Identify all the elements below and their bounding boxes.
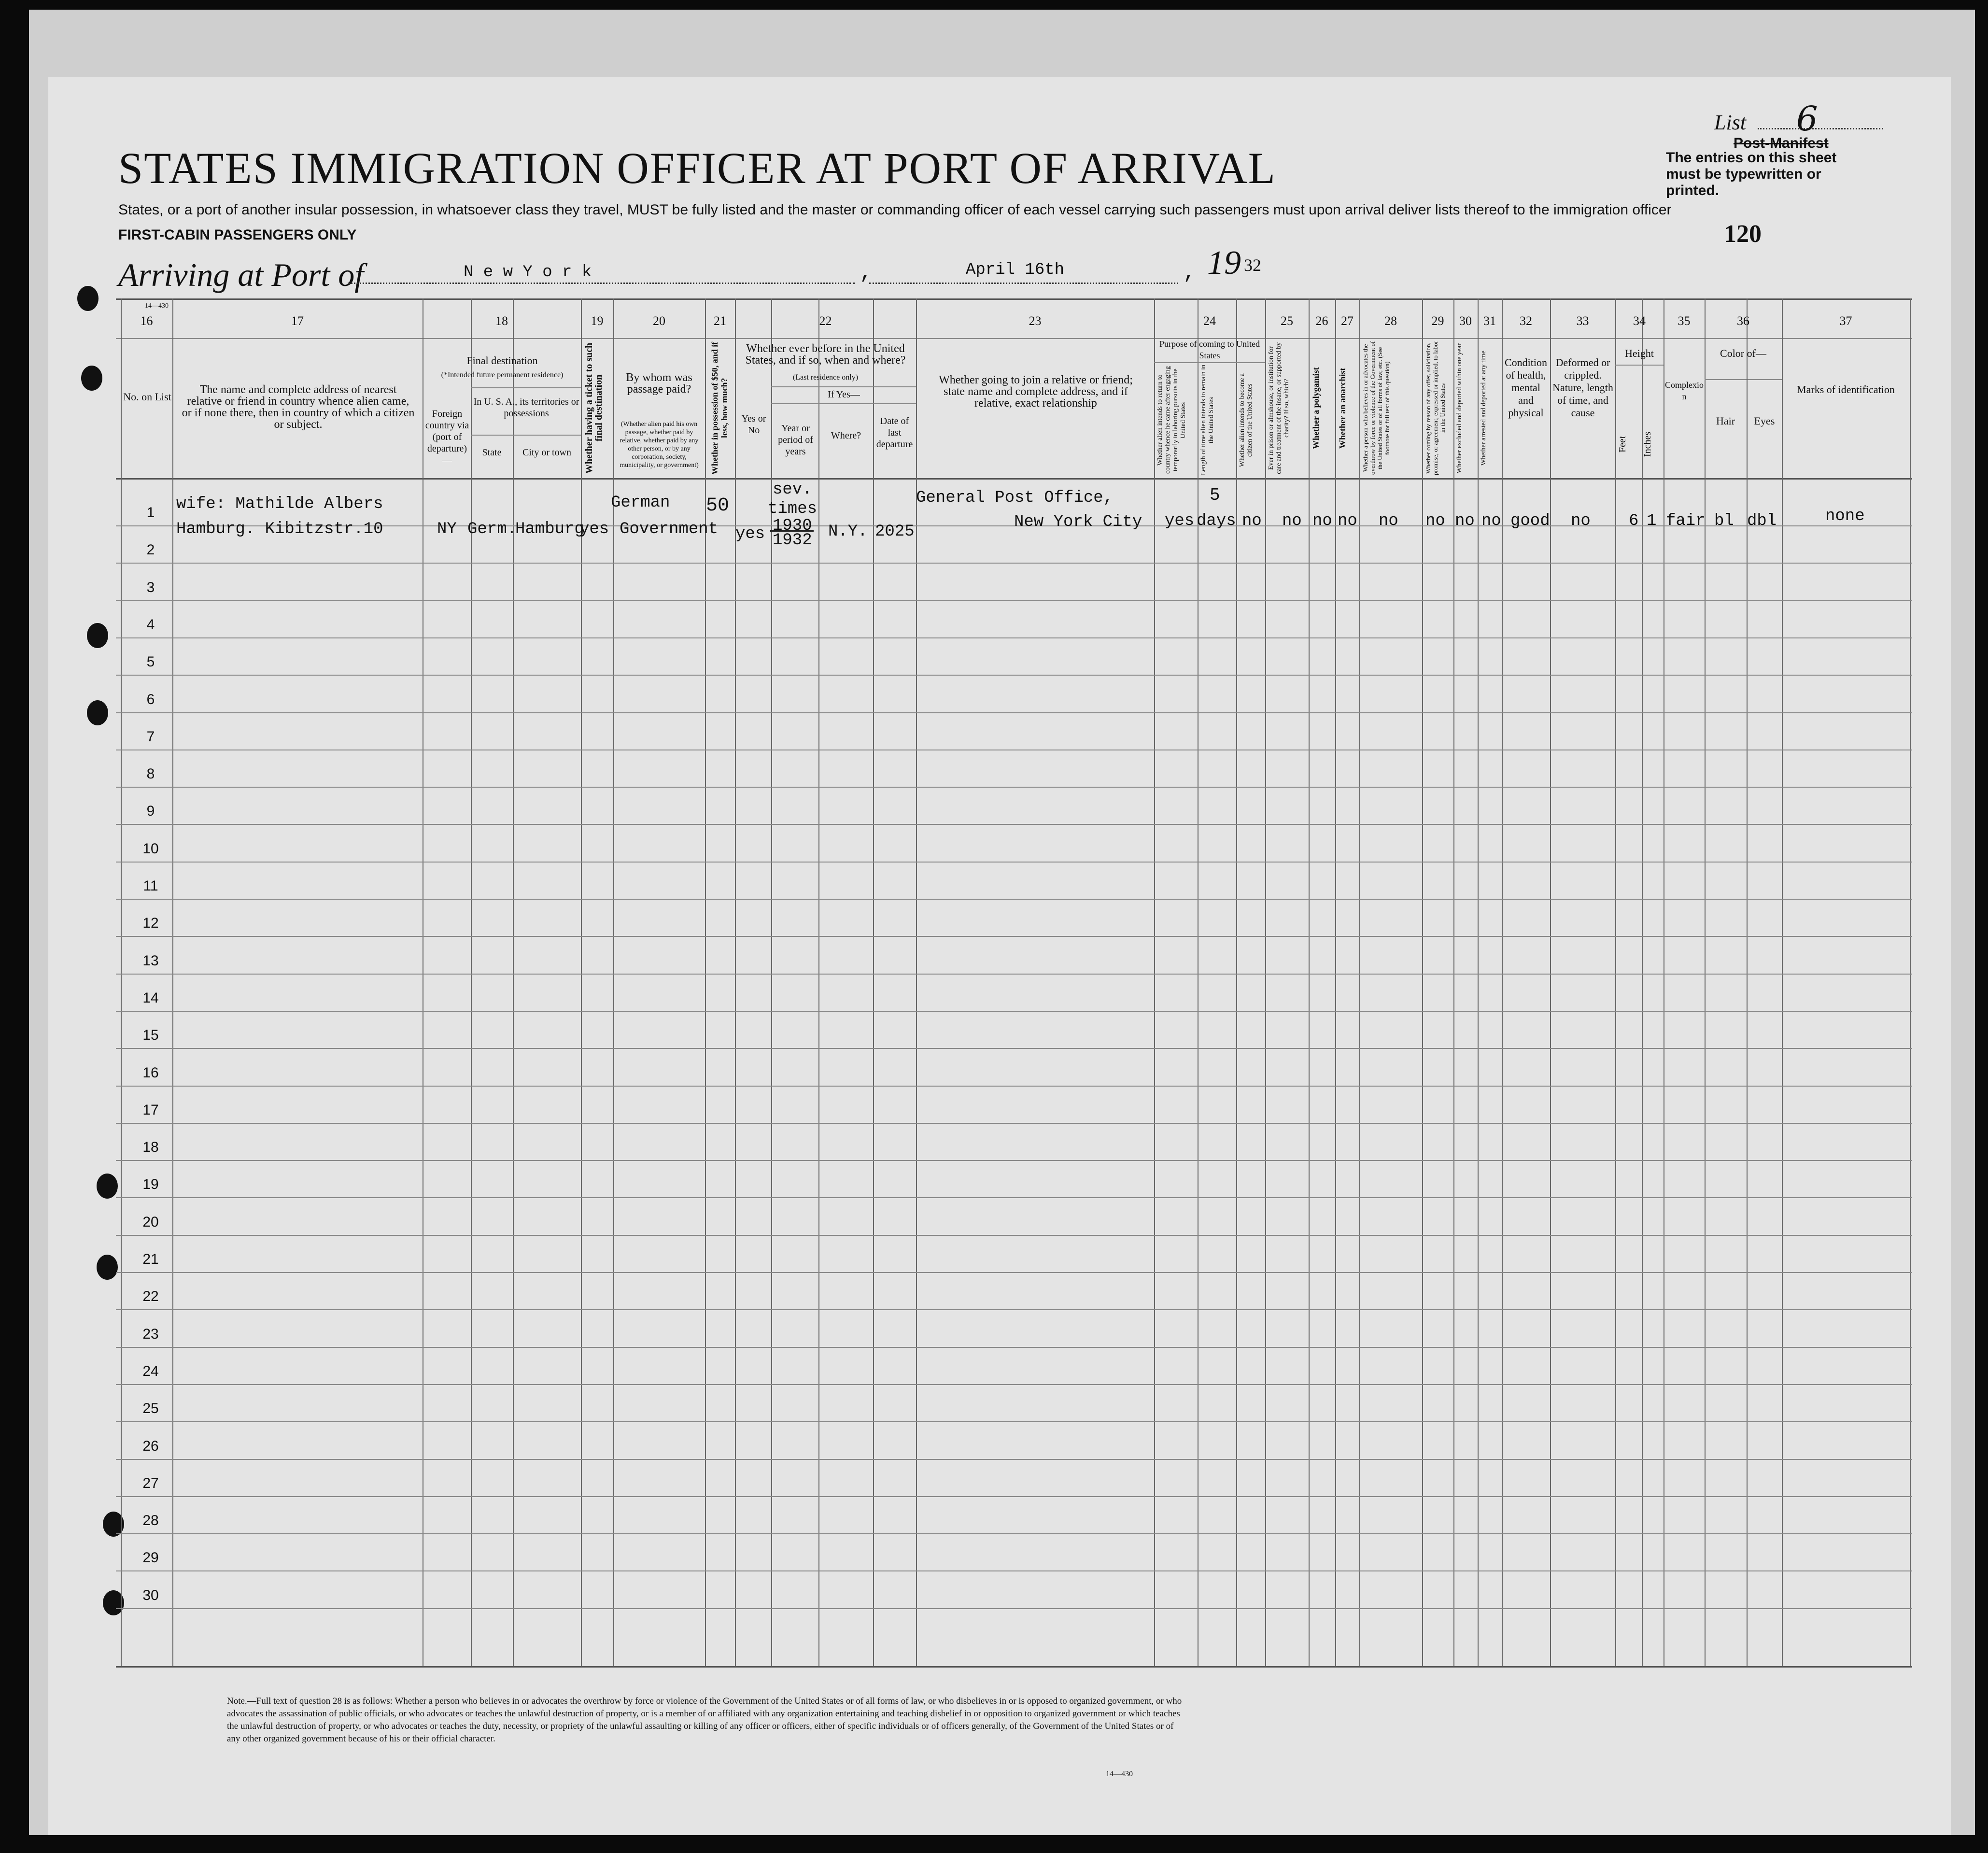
header-passage-paid: By whom was passage paid?	[626, 371, 692, 396]
passage-value-1: German	[611, 494, 670, 512]
return-value: yes	[1165, 512, 1195, 530]
row-rule	[116, 675, 1912, 676]
col-number: 21	[714, 314, 726, 328]
row-number: 19	[142, 1176, 159, 1193]
row-rule	[116, 1160, 1912, 1161]
col-number: 32	[1520, 314, 1532, 328]
punch-hole	[87, 623, 108, 648]
passage-value-2: Government	[620, 520, 719, 538]
length-unit: days	[1197, 512, 1236, 530]
row-rule	[116, 1309, 1912, 1310]
col-border	[1615, 298, 1616, 1666]
footnote: Note.—Full text of question 28 is as follows: Whether a person who believes in or advocates the overthrow by force or violence of the Government of the United States or of all forms of law, or who disbelieves in or is opposed to organized government, or who advocates the assassination of public officials, or who advocates or teaches the unlawful destruction of property, or is a member of or affiliated with any organization entertaining and teaching disbelief in or opposition to organized government or which teaches the unlawful destruction of property, or who advocates or teaches the duty, necessity, or propriety of the unlawful assaulting or killing of any officer or officers, either of specific individuals or of officers generally, of the Government of the United States or of any other organized government because of his or their official character.	[227, 1696, 1182, 1744]
row-number: 2	[146, 542, 155, 558]
row-number: 30	[142, 1587, 159, 1603]
citizen-value: no	[1242, 512, 1262, 530]
col-border	[1359, 298, 1360, 1666]
header-purpose: Purpose of coming to United States	[1159, 339, 1260, 360]
been-before-value: yes	[735, 525, 765, 543]
last-departure-value: 2025	[875, 523, 915, 541]
col-number: 22	[819, 314, 832, 328]
header-final-destination-note: (*Intended future permanent residence)	[441, 371, 564, 379]
form-number: 14—430	[145, 302, 169, 310]
col-number: 27	[1341, 314, 1354, 328]
prison-value: no	[1282, 512, 1302, 530]
inches-value: 1	[1647, 512, 1657, 530]
state-value: Germ.	[467, 520, 517, 538]
entries-note: The entries on this sheet must be typewritten or printed.	[1666, 150, 1837, 198]
header-rule	[771, 386, 916, 387]
header-arrested: Whether arrested and deported at any time	[1480, 351, 1487, 466]
col-border	[581, 298, 582, 1666]
row-rule	[116, 936, 1912, 937]
period-value-1: sev.	[773, 481, 812, 499]
row-rule	[116, 1384, 1912, 1385]
footnote-form-number: 14—430	[1106, 1770, 1133, 1778]
col-border	[513, 298, 514, 1666]
header-nearest-relative: The name and complete address of nearest relative or friend in country whence alien came, or if none there, then in country of which a citizen or subject.	[182, 383, 415, 431]
col-border	[1265, 298, 1266, 1666]
col-number: 34	[1633, 314, 1646, 328]
col-number: 18	[495, 314, 508, 328]
post-manifest-label: Post-Manifest	[1734, 135, 1829, 151]
col-number: 29	[1431, 314, 1444, 328]
row-rule	[116, 1011, 1912, 1012]
col-border	[1478, 298, 1479, 1666]
complexion-value: fair	[1666, 512, 1706, 530]
comma: ,	[1183, 261, 1196, 285]
punch-hole	[97, 1255, 118, 1280]
header-color-of: Color of—	[1720, 347, 1766, 359]
header-possession: Whether in possession of $50, and if less, how much?	[710, 341, 729, 475]
col-border	[1747, 298, 1748, 1666]
date-value: April 16th	[966, 261, 1065, 279]
row-number: 28	[142, 1513, 159, 1529]
row-number: 18	[142, 1139, 159, 1156]
period-value-2: times	[768, 500, 818, 518]
header-deformed: Deformed or crippled. Nature, length of time, and cause	[1552, 356, 1613, 419]
header-ticket: Whether having a ticket to such final destination	[584, 342, 604, 474]
row-rule	[116, 712, 1912, 713]
table-top-border	[116, 298, 1912, 300]
col-number: 26	[1315, 314, 1328, 328]
period-value-4: 1932	[773, 531, 812, 550]
header-city: City or town	[522, 447, 572, 458]
col-border	[1705, 298, 1706, 1666]
col-number: 24	[1203, 314, 1216, 328]
hair-value: bl	[1714, 512, 1734, 530]
col-number: 17	[291, 314, 304, 328]
header-rule	[116, 338, 1912, 339]
header-return-intent: Whether alien intends to return to country whence he came after engaging temporarily in laboring pursuits in the United States	[1156, 366, 1187, 474]
col-border	[1236, 298, 1237, 1666]
row-rule	[116, 600, 1912, 601]
row-rule	[116, 1421, 1912, 1422]
col-border	[1309, 298, 1310, 1666]
row-number: 24	[142, 1363, 159, 1379]
header-yes-no: Yes or No	[741, 413, 766, 436]
row-rule	[116, 1123, 1912, 1124]
row-number: 8	[146, 766, 155, 782]
header-excluded: Whether excluded and deported within one year	[1456, 343, 1463, 473]
row-rule	[116, 1197, 1912, 1198]
header-prison: Ever in prison or almshouse, or institution for care and treatment of the insane, or supported by charity? If so, which?	[1268, 342, 1290, 474]
row-rule	[116, 1347, 1912, 1348]
port-value: N e w Y o r k	[464, 263, 592, 282]
header-date-last-departure: Date of last departure	[876, 416, 913, 450]
header-rule	[1747, 379, 1748, 478]
row-rule	[116, 1086, 1912, 1087]
row-number: 14	[142, 990, 159, 1006]
row-rule	[116, 824, 1912, 825]
joining-value-1: General Post Office,	[916, 489, 1114, 507]
header-no-on-list: No. on List	[123, 391, 171, 403]
row-rule	[116, 1272, 1912, 1273]
col-number: 35	[1678, 314, 1691, 328]
row-number: 13	[142, 952, 159, 969]
row-rule	[116, 1459, 1912, 1460]
row-rule	[116, 1608, 1912, 1609]
city-value: Hamburg	[515, 520, 584, 538]
row-rule	[116, 1235, 1912, 1236]
header-year-period: Year or period of years	[778, 423, 813, 457]
row-number: 3	[146, 579, 155, 595]
col-border	[1642, 298, 1643, 1666]
row-number: 20	[142, 1214, 159, 1230]
list-number: 6	[1796, 99, 1818, 139]
header-before-in-us: Whether ever before in the United States, and if so, when and where?	[745, 342, 906, 367]
header-passage-paid-note: (Whether alien paid his own passage, whether paid by relative, whether paid by any other person, or by any corporation, society, municipality, or government)	[620, 421, 699, 469]
col-number: 31	[1483, 314, 1496, 328]
col-number: 30	[1459, 314, 1472, 328]
col-border	[1154, 298, 1155, 1666]
col-number: 36	[1737, 314, 1749, 328]
comma: ,	[860, 261, 873, 285]
col-border	[121, 298, 122, 1666]
row-rule	[116, 787, 1912, 788]
overthrow-value: no	[1379, 512, 1398, 530]
row-rule	[116, 637, 1912, 638]
col-border	[1502, 298, 1503, 1666]
header-line-2: FIRST-CABIN PASSENGERS ONLY	[118, 227, 357, 243]
excluded-value: no	[1455, 512, 1475, 530]
punch-hole	[87, 700, 108, 725]
date-underline	[869, 283, 1178, 284]
col-border	[1910, 298, 1911, 1666]
col-number: 16	[140, 314, 153, 328]
row-number: 5	[146, 654, 155, 670]
offer-value: no	[1425, 512, 1445, 530]
row-number: 7	[146, 728, 155, 745]
col-number: 33	[1576, 314, 1589, 328]
where-value: N.Y.	[828, 523, 868, 541]
col-border	[1782, 298, 1783, 1666]
list-label: List	[1714, 111, 1747, 134]
header-inches: Inches	[1642, 431, 1653, 457]
col-number: 28	[1384, 314, 1397, 328]
length-number: 5	[1210, 485, 1220, 505]
col-border	[1422, 298, 1423, 1666]
header-last-residence: (Last residence only)	[792, 373, 859, 382]
year-prefix: 19	[1207, 244, 1241, 282]
header-hair: Hair	[1716, 415, 1735, 427]
row-number: 1	[146, 505, 155, 521]
col-border	[818, 298, 819, 1666]
row-rule	[116, 899, 1912, 900]
col-number: 19	[591, 314, 604, 328]
page-title: STATES IMMIGRATION OFFICER AT PORT OF ARRIVAL	[118, 143, 1276, 193]
header-joining: Whether going to join a relative or friend; state name and complete address, and if relative, exact relationship	[939, 374, 1133, 410]
table-bottom-border	[116, 1666, 1912, 1668]
col-border	[873, 298, 874, 1666]
header-where: Where?	[831, 430, 861, 441]
row-number: 6	[146, 691, 155, 707]
page-number: 120	[1724, 220, 1762, 248]
eyes-value: dbl	[1747, 512, 1777, 530]
header-citizen-intent: Whether alien intends to become a citizen of the United States	[1239, 373, 1254, 467]
header-eyes: Eyes	[1754, 415, 1775, 427]
row-number: 29	[142, 1550, 159, 1566]
header-rule	[1615, 365, 1664, 366]
row-rule	[116, 974, 1912, 975]
header-line-1: States, or a port of another insular possession, in whatsoever class they travel, MUST be fully listed and the master or commanding officer of each vessel carrying such passengers must upon arrival deliver lists thereof to the immigration officer	[118, 202, 1672, 218]
col-border	[1335, 298, 1336, 1666]
header-offer: Whether coming by reason of any offer, solicitation, promise, or agreement, expressed or implied, to labor in the United States	[1424, 341, 1446, 475]
col-border	[471, 298, 472, 1666]
header-if-yes: If Yes—	[828, 389, 860, 400]
punch-hole	[97, 1174, 118, 1199]
row-number: 23	[142, 1326, 159, 1342]
row-number: 22	[142, 1288, 159, 1305]
anarchist-value: no	[1338, 512, 1357, 530]
header-marks: Marks of identification	[1797, 383, 1895, 396]
punch-hole	[81, 366, 102, 391]
header-feet: Feet	[1617, 436, 1628, 453]
col-border	[1550, 298, 1551, 1666]
header-rule	[771, 403, 916, 404]
header-rule	[471, 387, 581, 388]
health-value: good	[1510, 512, 1550, 530]
punch-hole	[77, 286, 99, 311]
ticket-value: yes	[579, 520, 609, 538]
header-overthrow: Whether a person who believes in or advocates the overthrow by force or violence of the Government of the United States or of all forms of law, etc. (See footnote for full text of this question)	[1362, 341, 1391, 475]
year-suffix: 32	[1244, 255, 1261, 275]
header-foreign-country: Foreign country via (port of departure)—	[425, 409, 469, 466]
row-rule	[116, 862, 1912, 863]
row-number: 11	[143, 878, 158, 894]
row-number: 15	[142, 1027, 159, 1044]
header-state: State	[482, 447, 502, 458]
row-rule	[116, 1048, 1912, 1049]
row-number: 10	[142, 840, 159, 857]
arriving-label: Arriving at Port of	[118, 256, 364, 293]
row-number: 17	[142, 1102, 159, 1118]
col-border	[735, 298, 736, 1666]
row-rule	[116, 563, 1912, 564]
row-number: 9	[146, 803, 155, 820]
row-rule	[116, 1570, 1912, 1571]
header-rule	[1154, 362, 1265, 363]
header-polygamist: Whether a polygamist	[1311, 367, 1321, 449]
list-underline	[1758, 128, 1883, 129]
row-number: 12	[142, 915, 159, 932]
row-rule	[116, 1496, 1912, 1497]
polygamist-value: no	[1312, 512, 1332, 530]
col-number: 23	[1029, 314, 1042, 328]
port-underline	[348, 283, 855, 284]
header-condition: Condition of health, mental and physical	[1504, 356, 1547, 419]
col-number: 25	[1281, 314, 1293, 328]
relative-line-2: Hamburg. Kibitzstr.10	[176, 520, 383, 538]
col-border	[1453, 298, 1454, 1666]
header-rule	[1705, 379, 1782, 380]
period-value-3: 1930	[773, 517, 812, 535]
row-number: 26	[142, 1438, 159, 1454]
row-number: 16	[142, 1064, 159, 1081]
possession-value: 50	[706, 495, 730, 517]
row-number: 21	[142, 1251, 159, 1267]
header-rule	[471, 435, 581, 436]
header-bottom-border	[116, 478, 1912, 480]
relative-line-1: wife: Mathilde Albers	[176, 495, 383, 513]
deformed-value: no	[1571, 512, 1591, 530]
col-number: 20	[653, 314, 665, 328]
header-length-of-stay: Length of time alien intends to remain in the United States	[1200, 365, 1215, 476]
row-number: 4	[146, 616, 155, 633]
arrested-value: no	[1481, 512, 1501, 530]
row-rule	[116, 1533, 1912, 1534]
row-number: 27	[142, 1475, 159, 1491]
header-in-usa: In U. S. A., its territories or possessions	[473, 396, 579, 419]
header-complexion: Complexion	[1665, 380, 1704, 401]
foreign-country-value: NY	[437, 520, 457, 538]
row-number: 25	[142, 1400, 159, 1417]
col-number: 37	[1839, 314, 1852, 328]
marks-value: none	[1825, 507, 1865, 525]
feet-value: 6	[1629, 512, 1639, 530]
header-anarchist: Whether an anarchist	[1338, 368, 1347, 449]
joining-value-2: New York City	[1014, 513, 1142, 531]
header-height: Height	[1625, 347, 1654, 359]
header-final-destination: Final destination	[466, 354, 538, 367]
col-border	[172, 298, 173, 1666]
